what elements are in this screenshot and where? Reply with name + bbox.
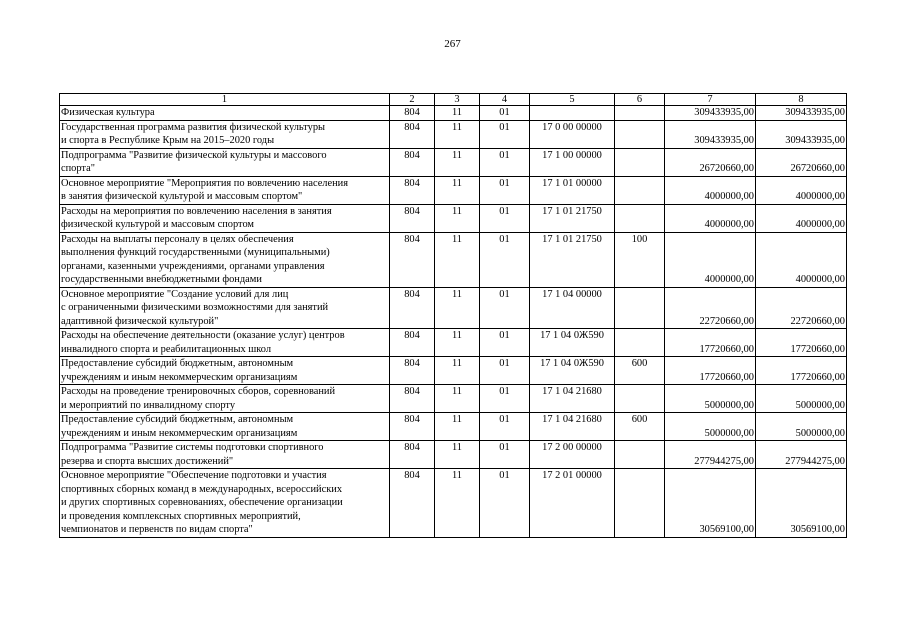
cell-name: Основное мероприятие "Создание условий для лиц с ограниченными физическими возможностями для занятий адаптивной физической культурой"	[60, 287, 390, 329]
cell-target-article: 17 1 04 0Ж590	[530, 329, 615, 357]
cell-subsection: 01	[480, 232, 530, 287]
cell-amount-1: 22720660,00	[665, 287, 756, 329]
cell-target-article: 17 1 04 00000	[530, 287, 615, 329]
cell-name: Расходы на мероприятия по вовлечению населения в занятия физической культурой и массовым спортом	[60, 204, 390, 232]
cell-amount-2: 22720660,00	[756, 287, 847, 329]
cell-name: Основное мероприятие "Обеспечение подготовки и участия спортивных сборных команд в международных, всероссийских и других спортивных соревнованиях, обеспечение организации и проведения комплексных спортивных мероприятий, чемпионатов и первенств по видам спорта"	[60, 469, 390, 538]
cell-target-article	[530, 106, 615, 121]
cell-amount-1: 5000000,00	[665, 385, 756, 413]
table-row	[60, 357, 847, 385]
cell-name: Расходы на выплаты персоналу в целях обеспечения выполнения функций государственными (муниципальными) органами, казенными учреждениями, органами управления государственными внебюджетными фондами	[60, 232, 390, 287]
cell-amount-1: 309433935,00	[665, 120, 756, 148]
budget-table	[59, 93, 847, 538]
table-row	[60, 413, 847, 441]
cell-section: 11	[435, 120, 480, 148]
cell-amount-2: 17720660,00	[756, 329, 847, 357]
cell-amount-2: 309433935,00	[756, 106, 847, 121]
cell-admin-code: 804	[390, 441, 435, 469]
cell-section: 11	[435, 357, 480, 385]
table-row	[60, 120, 847, 148]
cell-subsection: 01	[480, 176, 530, 204]
cell-subsection: 01	[480, 357, 530, 385]
cell-amount-2: 4000000,00	[756, 176, 847, 204]
cell-admin-code: 804	[390, 120, 435, 148]
cell-expense-type	[615, 329, 665, 357]
header-cell: 3	[435, 94, 480, 106]
cell-section: 11	[435, 413, 480, 441]
cell-admin-code: 804	[390, 385, 435, 413]
cell-section: 11	[435, 385, 480, 413]
table-row	[60, 287, 847, 329]
cell-amount-1: 4000000,00	[665, 204, 756, 232]
cell-name: Государственная программа развития физической культуры и спорта в Республике Крым на 2015–2020 годы	[60, 120, 390, 148]
cell-expense-type	[615, 469, 665, 538]
cell-expense-type	[615, 176, 665, 204]
table-row	[60, 106, 847, 121]
cell-target-article: 17 1 01 21750	[530, 232, 615, 287]
cell-admin-code: 804	[390, 204, 435, 232]
cell-target-article: 17 0 00 00000	[530, 120, 615, 148]
cell-name: Подпрограмма "Развитие системы подготовки спортивного резерва и спорта высших достижений"	[60, 441, 390, 469]
cell-section: 11	[435, 204, 480, 232]
cell-target-article: 17 1 00 00000	[530, 148, 615, 176]
cell-subsection: 01	[480, 329, 530, 357]
cell-amount-1: 17720660,00	[665, 329, 756, 357]
cell-target-article: 17 1 01 21750	[530, 204, 615, 232]
cell-expense-type: 100	[615, 232, 665, 287]
table-row	[60, 385, 847, 413]
cell-name: Предоставление субсидий бюджетным, автономным учреждениям и иным некоммерческим организациям	[60, 357, 390, 385]
header-cell: 1	[60, 94, 390, 106]
cell-expense-type	[615, 106, 665, 121]
cell-expense-type	[615, 385, 665, 413]
cell-target-article: 17 1 04 21680	[530, 413, 615, 441]
cell-expense-type: 600	[615, 413, 665, 441]
cell-expense-type	[615, 441, 665, 469]
cell-target-article: 17 1 04 0Ж590	[530, 357, 615, 385]
cell-amount-1: 30569100,00	[665, 469, 756, 538]
cell-name: Предоставление субсидий бюджетным, автономным учреждениям и иным некоммерческим организациям	[60, 413, 390, 441]
cell-amount-2: 309433935,00	[756, 120, 847, 148]
cell-admin-code: 804	[390, 106, 435, 121]
table-row	[60, 148, 847, 176]
cell-expense-type	[615, 204, 665, 232]
cell-target-article: 17 1 01 00000	[530, 176, 615, 204]
page-number: 267	[444, 38, 461, 50]
cell-subsection: 01	[480, 469, 530, 538]
cell-expense-type	[615, 120, 665, 148]
cell-section: 11	[435, 148, 480, 176]
cell-name: Расходы на обеспечение деятельности (оказание услуг) центров инвалидного спорта и реабилитационных школ	[60, 329, 390, 357]
cell-name: Подпрограмма "Развитие физической культуры и массового спорта"	[60, 148, 390, 176]
cell-expense-type: 600	[615, 357, 665, 385]
header-cell: 5	[530, 94, 615, 106]
header-cell: 6	[615, 94, 665, 106]
cell-admin-code: 804	[390, 176, 435, 204]
cell-amount-1: 277944275,00	[665, 441, 756, 469]
cell-subsection: 01	[480, 413, 530, 441]
header-cell: 2	[390, 94, 435, 106]
cell-amount-2: 5000000,00	[756, 413, 847, 441]
table-row	[60, 204, 847, 232]
table-row	[60, 176, 847, 204]
cell-amount-2: 4000000,00	[756, 204, 847, 232]
cell-section: 11	[435, 441, 480, 469]
cell-target-article: 17 2 00 00000	[530, 441, 615, 469]
cell-section: 11	[435, 232, 480, 287]
cell-subsection: 01	[480, 148, 530, 176]
cell-admin-code: 804	[390, 287, 435, 329]
cell-admin-code: 804	[390, 357, 435, 385]
cell-amount-2: 26720660,00	[756, 148, 847, 176]
cell-subsection: 01	[480, 385, 530, 413]
cell-amount-1: 4000000,00	[665, 176, 756, 204]
cell-amount-1: 309433935,00	[665, 106, 756, 121]
cell-amount-1: 5000000,00	[665, 413, 756, 441]
cell-name: Расходы на проведение тренировочных сборов, соревнований и мероприятий по инвалидному спорту	[60, 385, 390, 413]
cell-amount-2: 4000000,00	[756, 232, 847, 287]
table-row	[60, 441, 847, 469]
cell-section: 11	[435, 176, 480, 204]
table-header-row	[60, 94, 847, 106]
cell-admin-code: 804	[390, 232, 435, 287]
cell-amount-2: 5000000,00	[756, 385, 847, 413]
cell-target-article: 17 2 01 00000	[530, 469, 615, 538]
table-row	[60, 469, 847, 538]
cell-section: 11	[435, 469, 480, 538]
cell-amount-2: 17720660,00	[756, 357, 847, 385]
cell-section: 11	[435, 287, 480, 329]
cell-section: 11	[435, 329, 480, 357]
header-cell: 8	[756, 94, 847, 106]
cell-amount-1: 17720660,00	[665, 357, 756, 385]
cell-name: Физическая культура	[60, 106, 390, 121]
cell-subsection: 01	[480, 120, 530, 148]
cell-amount-1: 26720660,00	[665, 148, 756, 176]
cell-admin-code: 804	[390, 413, 435, 441]
cell-subsection: 01	[480, 441, 530, 469]
cell-name: Основное мероприятие "Мероприятия по вовлечению населения в занятия физической культурой и массовым спортом"	[60, 176, 390, 204]
cell-amount-2: 30569100,00	[756, 469, 847, 538]
cell-section: 11	[435, 106, 480, 121]
cell-amount-2: 277944275,00	[756, 441, 847, 469]
cell-admin-code: 804	[390, 469, 435, 538]
cell-expense-type	[615, 287, 665, 329]
cell-subsection: 01	[480, 106, 530, 121]
table-row	[60, 329, 847, 357]
cell-subsection: 01	[480, 287, 530, 329]
cell-expense-type	[615, 148, 665, 176]
cell-amount-1: 4000000,00	[665, 232, 756, 287]
header-cell: 7	[665, 94, 756, 106]
cell-admin-code: 804	[390, 329, 435, 357]
cell-admin-code: 804	[390, 148, 435, 176]
header-cell: 4	[480, 94, 530, 106]
cell-subsection: 01	[480, 204, 530, 232]
cell-target-article: 17 1 04 21680	[530, 385, 615, 413]
table-row	[60, 232, 847, 287]
